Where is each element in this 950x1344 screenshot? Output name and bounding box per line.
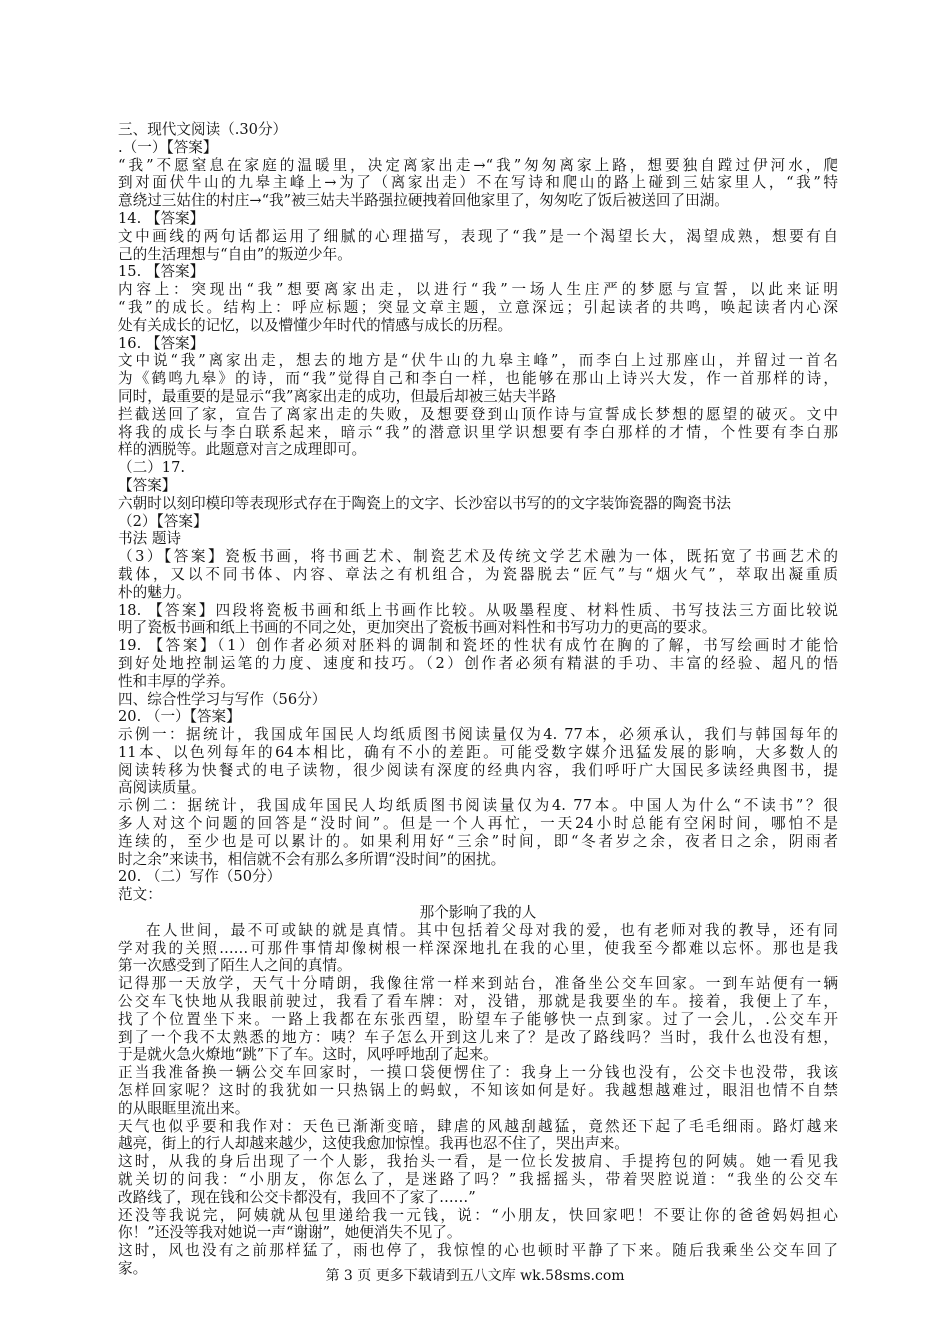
text-line: 公交车飞快地从我眼前驶过，我看了看车牌：对，没错，那就是我要坐的车。接着，我便上了车， xyxy=(118,993,838,1011)
text-line: 样的洒脱等。此题意对言之成理即可。 xyxy=(118,441,367,459)
text-line: 为《鹤鸣九皋》的诗，而“我”觉得自己和李白一样，也能够在那山上诗兴大发，作一首那样的诗， xyxy=(118,370,838,388)
text-line: 15. 【答案】 xyxy=(118,263,205,281)
text-line: （二）17. xyxy=(118,459,185,477)
text-line: 怎样回家呢？这时的我犹如一只热锅上的蚂蚁，不知该如何是好。我越想越难过，眼泪也情不自禁 xyxy=(118,1082,838,1100)
text-line: 记得那一天放学，天气十分晴朗，我像往常一样来到站台，准备坐公交车回家。一到车站便有一辆 xyxy=(118,975,838,993)
text-line: 家。 xyxy=(118,1260,148,1277)
text-line: 阅读转移为快餐式的电子读物，很少阅读有深度的经典内容，我们呼吁广大国民多读经典图书，提 xyxy=(118,761,838,779)
text-line: 示例二：据统计，我国成年国民人均纸质图书阅读量仅为4. 77本。中国人为什么“不读书”？很 xyxy=(118,797,838,815)
text-line: 连续的，至少也是可以累计的。如果利用好“三余”时间，即“冬者岁之余，夜者日之余，阴雨者 xyxy=(118,832,838,850)
text-line: 14. 【答案】 xyxy=(118,209,205,227)
text-line: 越亮，街上的行人却越来越少，这使我愈加惊惶。我再也忍不住了，哭出声来。 xyxy=(118,1135,629,1153)
text-line: 性和丰厚的学养。 xyxy=(118,672,235,690)
text-line: 正当我准备换一辆公交车回家时，一摸口袋便愣住了：我身上一分钱也没有，公交卡也没带，我该 xyxy=(118,1064,838,1082)
text-line: 找了个位置坐下来。一路上我都在东张西望，盼望车子能够快一点到家。过了一会儿，.公交车开 xyxy=(118,1010,838,1028)
text-line: 处有关成长的记忆，以及懵懂少年时代的情感与成长的历程。 xyxy=(118,316,513,334)
text-line: 的从眼眶里流出来。 xyxy=(118,1099,250,1117)
text-line: （2）【答案】 xyxy=(118,512,208,530)
text-line: 书法 题诗 xyxy=(118,530,182,548)
text-line: 载体，又以不同书体、内容、章法之有机组合，为瓷器脱去“匠气”与“烟火气”，萃取出凝重质 xyxy=(118,565,838,583)
text-line: 己的生活理想与“自由”的叛逆少年。 xyxy=(118,245,352,263)
text-line: 三、现代文阅读（.30分） xyxy=(118,121,288,138)
text-line: 18. 【答案】四段将瓷板书画和纸上书画作比较。从吸墨程度、材料性质、书写技法三方面比较说 xyxy=(118,601,838,619)
text-line: （3）【答案】瓷板书画，将书画艺术、制瓷艺术及传统文学艺术融为一体，既拓宽了书画艺术的 xyxy=(118,548,838,566)
text-line: 六朝时以刻印模印等表现形式存在于陶瓷上的文字、长沙窑以书写的的文字装饰瓷器的陶瓷书法 xyxy=(118,494,731,512)
text-line: 在人世间，最不可或缺的就是真情。其中包括着父母对我的爱，也有老师对我的教导，还有同 xyxy=(146,921,838,939)
text-line: 将我的成长与李白联系起来，暗示“我”的潜意识里学识想要有李白那样的才情，个性要有李白那 xyxy=(118,423,838,441)
essay-title: 那个影响了我的人 xyxy=(419,904,537,922)
text-line: “我”不愿窒息在家庭的温暖里，决定离家出走→“我”匆匆离家上路，想要独自蹚过伊河水，爬 xyxy=(118,156,838,174)
text-line: 20. （二）写作（50分） xyxy=(118,868,282,886)
text-line: 天气也似乎要和我作对：天色已渐渐变暗，肆虐的风越刮越猛，竟然还下起了毛毛细雨。路灯越来 xyxy=(118,1117,838,1135)
text-line: 明了瓷板书画和纸上书画的不同之处，更加突出了瓷板书画对料性和书写功力的更高的要求。 xyxy=(118,619,717,637)
text-line: 19. 【答案】（1）创作者必须对胚料的调制和瓷坯的性状有成竹在胸的了解，书写绘画时才能恰 xyxy=(118,637,838,655)
text-line: 学对我的关照……可那件事情却像树根一样深深地扎在我的心里，使我至今都难以忘怀。那也是我 xyxy=(118,939,838,957)
text-line: 到对面伏牛山的九皋主峰上→为了（离家出走）不在写诗和爬山的路上碰到三姑家里人，“我”特 xyxy=(118,174,838,192)
text-line: 这时，风也没有之前那样猛了，雨也停了，我惊惶的心也顿时平静了下来。随后我乘坐公交车回了 xyxy=(118,1242,838,1260)
text-line: 改路线了，现在钱和公交卡都没有，我回不了家了……” xyxy=(118,1188,476,1206)
text-line: 你！”还没等我对她说一声“谢谢”，她便消失不见了。 xyxy=(118,1224,462,1242)
text-line: 【答案】 xyxy=(118,476,177,494)
text-line: 范文： xyxy=(118,886,162,904)
text-line: “我”的成长。结构上：呼应标题；突显文章主题，立意深远；引起读者的共鸣，唤起读者内心深 xyxy=(118,298,838,316)
text-line: 20. （一）【答案】 xyxy=(118,708,241,726)
document-body xyxy=(118,121,838,1278)
text-line: 朴的魅力。 xyxy=(118,583,191,601)
text-line: 拦截送回了家，宣告了离家出走的失败，及想要登到山顶作诗与宣誓成长梦想的愿望的破灭。文中 xyxy=(118,405,838,423)
text-line: 文中说“我”离家出走，想去的地方是“伏牛山的九皋主峰”，而李白上过那座山，并留过一首名 xyxy=(118,352,838,370)
text-line: 11本、以色列每年的64本相比，确有不小的差距。可能受数字媒介迅猛发展的影响，大多数人的 xyxy=(118,743,838,761)
text-line: 同时，最重要的是显示“我”离家出走的成功，但最后却被三姑夫半路 xyxy=(118,387,557,405)
text-line: 还没等我说完，阿姨就从包里递给我一元钱，说：“小朋友，快回家吧！不要让你的爸爸妈妈担心 xyxy=(118,1206,838,1224)
text-line: 文中画线的两句话都运用了细腻的心理描写，表现了“我”是一个渴望长大，渴望成熟，想要有自 xyxy=(118,227,838,245)
text-line: 到了一个我不太熟悉的地方：咦？车子怎么开到这儿来了？是改了路线吗？当时，我什么也没有想， xyxy=(118,1028,838,1046)
text-line: 示例一：据统计，我国成年国民人均纸质图书阅读量仅为4. 77本，必须承认，我们与韩国每年的 xyxy=(118,726,838,744)
page-footer: 第 3 页 更多下载请到五八文库 wk.58sms.com xyxy=(325,1268,625,1284)
text-line: 内容上：突现出“我”想要离家出走，以进行“我”一场人生庄严的梦愿与宣誓，以此来证明 xyxy=(118,281,838,299)
text-line: 高阅读质量。 xyxy=(118,779,206,797)
text-line: .（一）【答案】 xyxy=(118,138,218,156)
text-line: 意绕过三姑住的村庄→“我”被三姑夫半路强拉硬拽着回他家里了，匆匆吃了饭后被送回了田湖。 xyxy=(118,192,729,210)
text-line: 16. 【答案】 xyxy=(118,334,205,352)
text-line: 第一次感受到了陌生人之间的真情。 xyxy=(118,957,352,975)
text-line: 多人对这个问题的回答是“没时间”。但是一个人再忙，一天24小时总能有空闲时间，哪怕不是 xyxy=(118,815,838,833)
text-line: 就关切的问我：“小朋友，你怎么了，是迷路了吗？”我摇摇头，带着哭腔说道：“我坐的公交车 xyxy=(118,1171,838,1189)
text-line: 到好处地控制运笔的力度、速度和技巧。（2）创作者必须有精湛的手功、丰富的经验、超凡的悟 xyxy=(118,654,838,672)
text-line: 时之余”来读书，相信就不会有那么多所谓“没时间”的困扰。 xyxy=(118,850,506,868)
text-line: 于是就火急火燎地“跳”下了车。这时，风呼呼地刮了起来。 xyxy=(118,1046,498,1064)
text-line: 这时，从我的身后出现了一个人影，我抬头一看，是一位长发披肩、手提挎包的阿姨。她一看见我 xyxy=(118,1153,838,1171)
text-line: 四、综合性学习与写作（56分） xyxy=(118,690,327,708)
